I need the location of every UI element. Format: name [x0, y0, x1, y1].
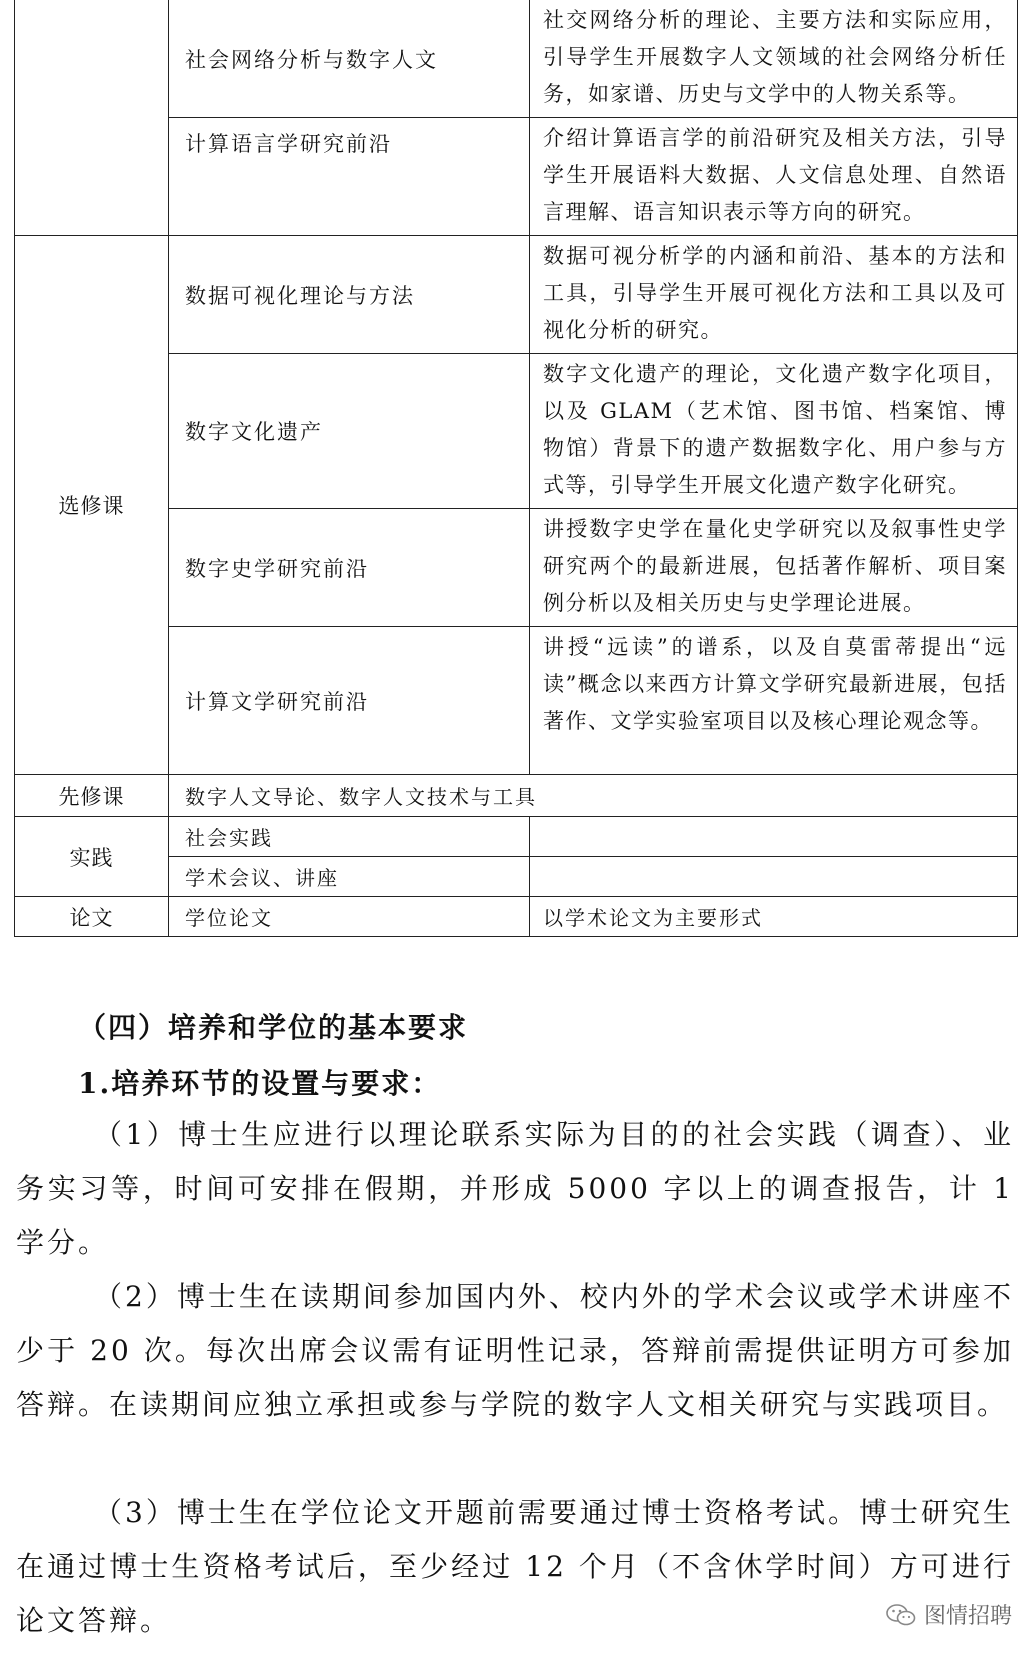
- category-cell-blank: [15, 0, 169, 236]
- category-elective: 选修课: [15, 236, 169, 775]
- curriculum-table: [14, 0, 1018, 937]
- paragraph-2: （2）博士生在读期间参加国内外、校内外的学术会议或学术讲座不少于 20 次。每次出席会议需有证明性记录，答辩前需提供证明方可参加答辩。在读期间应独立承担或参与学院的数字人文相关研究与实践项目。: [16, 1280, 1014, 1421]
- practice-item: 学术会议、讲座: [169, 857, 530, 897]
- table-row: [15, 236, 1018, 354]
- course-name: 计算文学研究前沿: [169, 627, 530, 775]
- course-name: 计算语言学研究前沿: [169, 118, 530, 236]
- thesis-description: 以学术论文为主要形式: [530, 897, 1018, 937]
- prereq-courses: 数字人文导论、数字人文技术与工具: [169, 775, 1018, 817]
- sub-heading: 1.培养环节的设置与要求：: [78, 1067, 442, 1100]
- course-description: 数据可视分析学的内涵和前沿、基本的方法和工具，引导学生开展可视化方法和工具以及可视化分析的研究。: [530, 236, 1018, 354]
- empty-cell: [530, 817, 1018, 857]
- table-row: [15, 0, 1018, 118]
- table-row: [15, 775, 1018, 817]
- category-practice: 实践: [15, 817, 169, 897]
- course-description: 讲授数字史学在量化史学研究以及叙事性史学研究两个的最新进展，包括著作解析、项目案例分析以及相关历史与史学理论进展。: [530, 509, 1018, 627]
- course-description: 数字文化遗产的理论，文化遗产数字化项目，以及 GLAM（艺术馆、图书馆、档案馆、博物馆）背景下的遗产数据数字化、用户参与方式等，引导学生开展文化遗产数字化研究。: [530, 354, 1018, 509]
- table-row: [15, 817, 1018, 857]
- category-thesis: 论文: [15, 897, 169, 937]
- category-prereq: 先修课: [15, 775, 169, 817]
- course-description: 社交网络分析的理论、主要方法和实际应用，引导学生开展数字人文领域的社会网络分析任务，如家谱、历史与文学中的人物关系等。: [530, 0, 1018, 118]
- table-row: [15, 897, 1018, 937]
- watermark-text: 图情招聘: [923, 1604, 1012, 1629]
- paragraph-3: （3）博士生在学位论文开题前需要通过博士资格考试。博士研究生在通过博士生资格考试后，至少经过 12 个月（不含休学时间）方可进行论文答辩。: [16, 1496, 1014, 1637]
- watermark: [886, 1599, 1012, 1630]
- course-description: 讲授“远读”的谱系，以及自莫雷蒂提出“远读”概念以来西方计算文学研究最新进展，包括著作、文学实验室项目以及核心理论观念等。: [530, 627, 1018, 775]
- course-name: 社会网络分析与数字人文: [169, 0, 530, 118]
- section-heading: （四）培养和学位的基本要求: [78, 1011, 469, 1044]
- practice-item: 社会实践: [169, 817, 530, 857]
- course-description: 介绍计算语言学的前沿研究及相关方法，引导学生开展语料大数据、人文信息处理、自然语言理解、语言知识表示等方向的研究。: [530, 118, 1018, 236]
- wechat-icon: [886, 1603, 916, 1627]
- paragraph-1: （1）博士生应进行以理论联系实际为目的的社会实践（调查）、业务实习等，时间可安排在假期，并形成 5000 字以上的调查报告，计 1 学分。: [16, 1118, 1014, 1259]
- course-name: 数字史学研究前沿: [169, 509, 530, 627]
- empty-cell: [530, 857, 1018, 897]
- course-name: 数据可视化理论与方法: [169, 236, 530, 354]
- course-name: 数字文化遗产: [169, 354, 530, 509]
- thesis-course: 学位论文: [169, 897, 530, 937]
